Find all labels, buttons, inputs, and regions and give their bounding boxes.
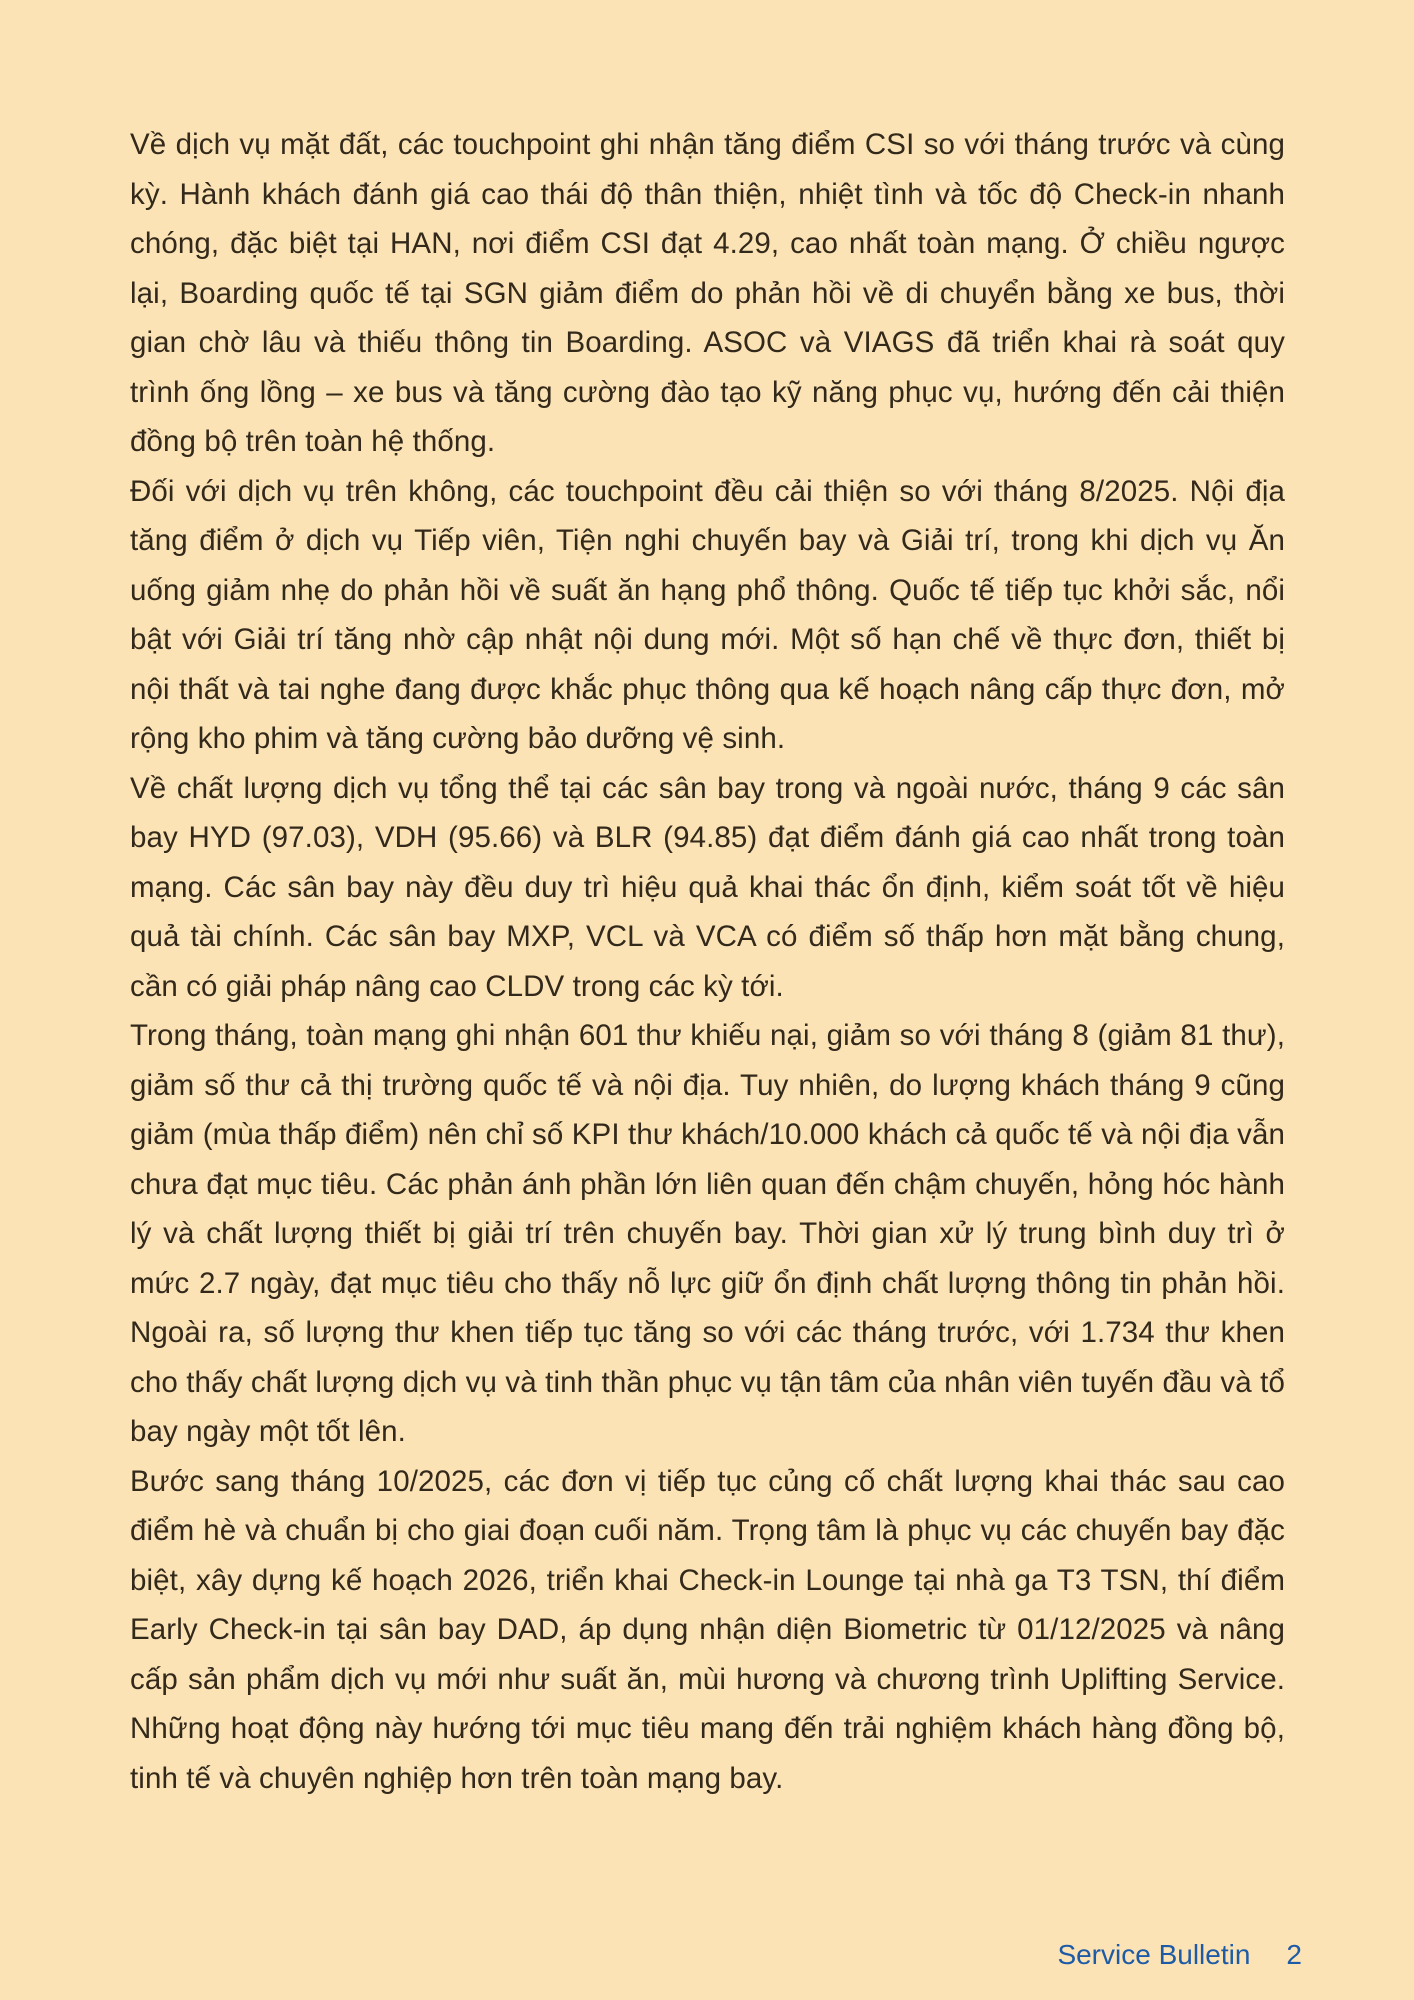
paragraph-complaints-compliments: Trong tháng, toàn mạng ghi nhận 601 thư khiếu nại, giảm so với tháng 8 (giảm 81 thư), giảm số thư cả thị trường quốc tế và nội địa. Tuy nhiên, do lượng khách tháng 9 cũng giảm (mùa thấp điểm) nên chỉ số KPI thư khách/10.000 khách cả quốc tế và nội địa vẫn chưa đạt mục tiêu. Các phản ánh phần lớn liên quan đến chậm chuyến, hỏng hóc hành lý và chất lượng thiết bị giải trí trên chuyến bay. Thời gian xử lý trung bình duy trì ở mức 2.7 ngày, đạt mục tiêu cho thấy nỗ lực giữ ổn định chất lượng thông tin phản hồi. Ngoài ra, số lượng thư khen tiếp tục tăng so với các tháng trước, với 1.734 thư khen cho thấy chất lượng dịch vụ và tinh thần phục vụ tận tâm của nhân viên tuyến đầu và tổ bay ngày một tốt lên. xyxy=(130,1019,1285,1448)
footer-document-title: Service Bulletin xyxy=(1057,1939,1251,1970)
paragraph-airport-quality: Về chất lượng dịch vụ tổng thể tại các sân bay trong và ngoài nước, tháng 9 các sân bay HYD (97.03), VDH (95.66) và BLR (94.85) đạt điểm đánh giá cao nhất trong toàn mạng. Các sân bay này đều duy trì hiệu quả khai thác ổn định, kiểm soát tốt về hiệu quả tài chính. Các sân bay MXP, VCL và VCA có điểm số thấp hơn mặt bằng chung, cần có giải pháp nâng cao CLDV trong các kỳ tới. xyxy=(130,771,1285,1003)
body-text xyxy=(130,120,1285,1803)
paragraph-october-plans: Bước sang tháng 10/2025, các đơn vị tiếp tục củng cố chất lượng khai thác sau cao điểm hè và chuẩn bị cho giai đoạn cuối năm. Trọng tâm là phục vụ các chuyến bay đặc biệt, xây dựng kế hoạch 2026, triển khai Check-in Lounge tại nhà ga T3 TSN, thí điểm Early Check-in tại sân bay DAD, áp dụng nhận diện Biometric từ 01/12/2025 và nâng cấp sản phẩm dịch vụ mới như suất ăn, mùi hương và chương trình Uplifting Service. Những hoạt động này hướng tới mục tiêu mang đến trải nghiệm khách hàng đồng bộ, tinh tế và chuyên nghiệp hơn trên toàn mạng bay. xyxy=(130,1464,1285,1795)
page-footer xyxy=(1057,1940,1302,1970)
page-number: 2 xyxy=(1286,1939,1302,1970)
paragraph-ground-service: Về dịch vụ mặt đất, các touchpoint ghi nhận tăng điểm CSI so với tháng trước và cùng kỳ. Hành khách đánh giá cao thái độ thân thiện, nhiệt tình và tốc độ Check-in nhanh chóng, đặc biệt tại HAN, nơi điểm CSI đạt 4.29, cao nhất toàn mạng. Ở chiều ngược lại, Boarding quốc tế tại SGN giảm điểm do phản hồi về di chuyển bằng xe bus, thời gian chờ lâu và thiếu thông tin Boarding. ASOC và VIAGS đã triển khai rà soát quy trình ống lồng – xe bus và tăng cường đào tạo kỹ năng phục vụ, hướng đến cải thiện đồng bộ trên toàn hệ thống. xyxy=(130,128,1285,458)
paragraph-inflight-service: Đối với dịch vụ trên không, các touchpoint đều cải thiện so với tháng 8/2025. Nội địa tăng điểm ở dịch vụ Tiếp viên, Tiện nghi chuyến bay và Giải trí, trong khi dịch vụ Ăn uống giảm nhẹ do phản hồi về suất ăn hạng phổ thông. Quốc tế tiếp tục khởi sắc, nổi bật với Giải trí tăng nhờ cập nhật nội dung mới. Một số hạn chế về thực đơn, thiết bị nội thất và tai nghe đang được khắc phục thông qua kế hoạch nâng cấp thực đơn, mở rộng kho phim và tăng cường bảo dưỡng vệ sinh. xyxy=(130,474,1285,755)
